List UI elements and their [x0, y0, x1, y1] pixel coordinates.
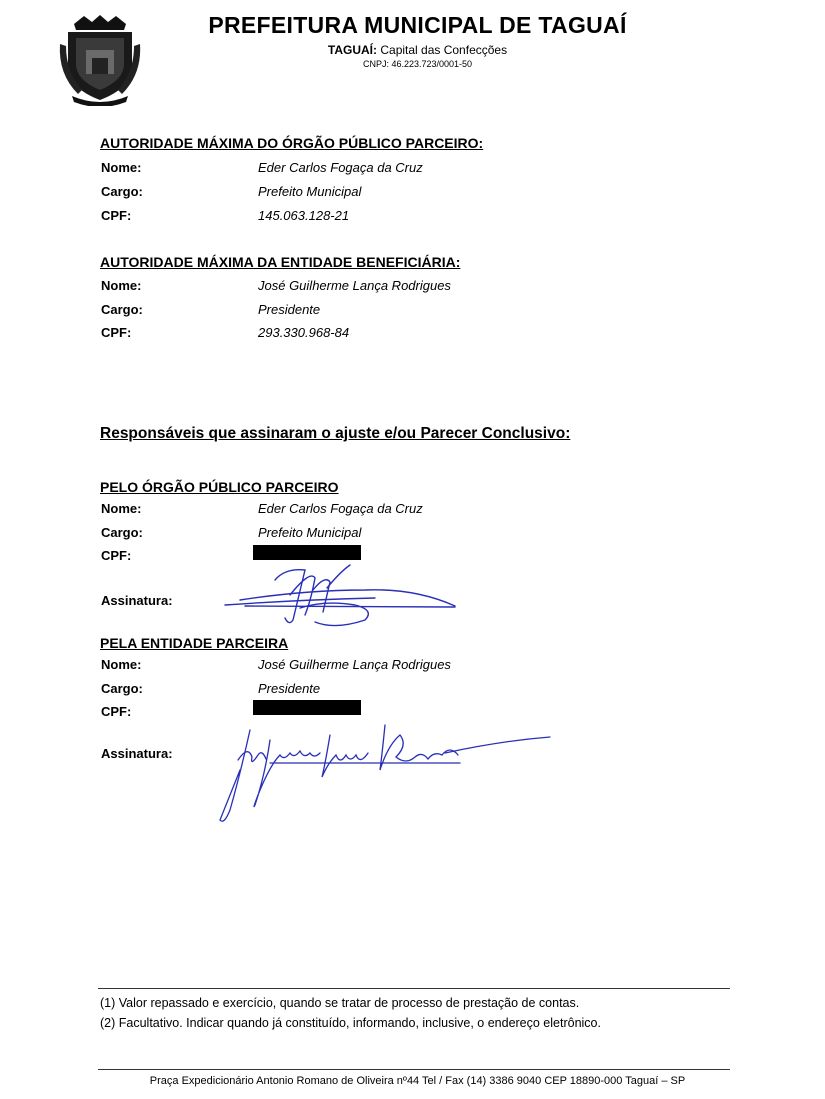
footnote-1: (1) Valor repassado e exercício, quando se tratar de processo de prestação de contas. [100, 996, 580, 1010]
notes-divider [98, 988, 730, 989]
footnote-2: (2) Facultativo. Indicar quando já constituído, informando, inclusive, o endereço eletrônico. [100, 1016, 601, 1030]
orgao-cargo: Prefeito Municipal [258, 184, 362, 199]
label-cpf: CPF: [101, 325, 132, 340]
city-motto: Capital das Confecções [377, 43, 508, 57]
cpf-redaction-box [253, 700, 361, 715]
cpf-redaction-box [253, 545, 361, 560]
section-title-entidade: AUTORIDADE MÁXIMA DA ENTIDADE BENEFICIÁRIA: [100, 254, 461, 270]
section-title-responsaveis: Responsáveis que assinaram o ajuste e/ou Parecer Conclusivo: [100, 425, 571, 442]
page-title: PREFEITURA MUNICIPAL DE TAGUAÍ [208, 12, 627, 38]
label-cargo: Cargo: [101, 525, 143, 540]
footer-divider [98, 1069, 730, 1070]
entidade-nome: José Guilherme Lança Rodrigues [258, 278, 451, 293]
section-title-orgao: AUTORIDADE MÁXIMA DO ÓRGÃO PÚBLICO PARCEIRO: [100, 135, 484, 151]
footer-address: Praça Expedicionário Antonio Romano de Oliveira nº44 Tel / Fax (14) 3386 9040 CEP 18890-000 Taguaí – SP [149, 1075, 686, 1087]
label-nome: Nome: [101, 278, 142, 293]
orgao-nome: Eder Carlos Fogaça da Cruz [258, 160, 423, 175]
signature-orgao [215, 560, 465, 635]
orgao-cpf: 145.063.128-21 [258, 208, 350, 223]
section-title-pela-entidade: PELA ENTIDADE PARCEIRA [100, 635, 289, 651]
signer-orgao-nome: Eder Carlos Fogaça da Cruz [258, 501, 423, 516]
signer-entidade-cargo: Presidente [258, 681, 321, 696]
label-assinatura: Assinatura: [101, 593, 173, 608]
section-title-pelo-orgao: PELO ÓRGÃO PÚBLICO PARCEIRO [100, 479, 339, 495]
label-cargo: Cargo: [101, 184, 143, 199]
label-assinatura: Assinatura: [101, 746, 173, 761]
label-cpf: CPF: [101, 548, 132, 563]
entidade-cargo: Presidente [258, 302, 321, 317]
signer-entidade-nome: José Guilherme Lança Rodrigues [258, 657, 451, 672]
signature-entidade [210, 715, 560, 830]
city-name: TAGUAÍ: [327, 43, 378, 57]
label-nome: Nome: [101, 160, 142, 175]
label-cpf: CPF: [101, 208, 132, 223]
header-tagline [0, 43, 825, 57]
header-cnpj: CNPJ: 46.223.723/0001-50 [362, 59, 473, 69]
label-cpf: CPF: [101, 704, 132, 719]
label-cargo: Cargo: [101, 681, 143, 696]
label-cargo: Cargo: [101, 302, 143, 317]
label-nome: Nome: [101, 501, 142, 516]
entidade-cpf: 293.330.968-84 [258, 325, 350, 340]
label-nome: Nome: [101, 657, 142, 672]
signer-orgao-cargo: Prefeito Municipal [258, 525, 362, 540]
